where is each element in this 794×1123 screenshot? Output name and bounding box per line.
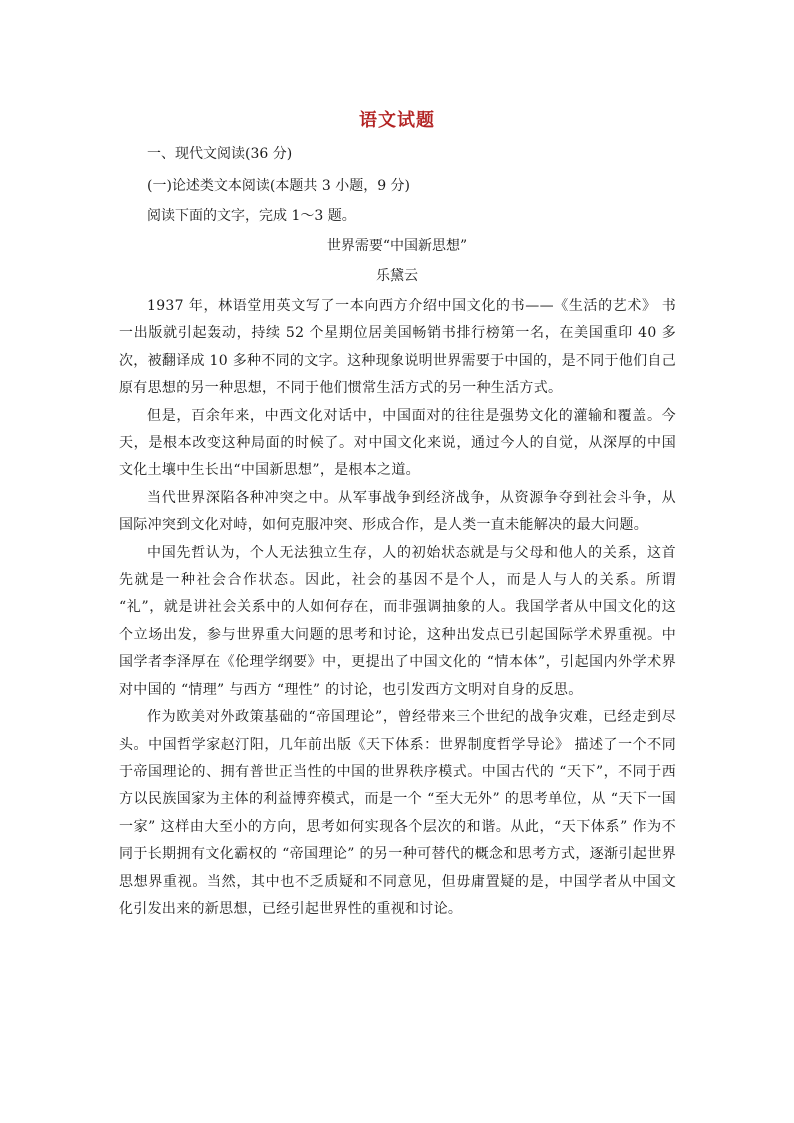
paragraph: 当代世界深陷各种冲突之中。从军事战争到经济战争，从资源争夺到社会斗争，从国际冲突到文化对峙，如何克服冲突、形成合作，是人类一直未能解决的最大问题。 [119,489,676,534]
article-body [119,293,676,923]
paragraph: 但是，百余年来，中西文化对话中，中国面对的往往是强势文化的灌输和覆盖。今天，是根本改变这种局面的时候了。对中国文化来说，通过今人的自觉，从深厚的中国文化土壤中生长出“中国新思想”，是根本之道。 [119,407,676,479]
article-title: 世界需要“中国新思想” [326,238,468,254]
paragraph: 1937 年，林语堂用英文写了一本向西方介绍中国文化的书——《生活的艺术》 书一出版就引起轰动，持续 52 个星期位居美国畅销书排行榜第一名，在美国重印 40 多次，被翻译成 10 多种不同的文字。这种现象说明世界需要于中国的，是不同于他们自己原有思想的另一种思想，不同于他们惯常生活方式的另一种生活方式。 [119,298,677,397]
section-heading: 一、现代文阅读(36 分) [147,146,293,162]
paragraph: 作为欧美对外政策基础的“帝国理论”，曾经带来三个世纪的战争灾难，已经走到尽头。中国哲学家赵汀阳，几年前出版《天下体系：世界制度哲学导论》 描述了一个不同于帝国理论的、拥有普世正当性的中国的世界秩序模式。中国古代的 “天下”，不同于西方以民族国家为主体的利益博弈模式，而是一个 “至大无外” 的思考单位，从 “天下一国一家” 这样由大至小的方向，思考如何实现各个层次的和谐。从此，“天下体系” 作为不同于长期拥有文化霸权的 “帝国理论” 的另一种可替代的概念和思考方式，逐渐引起世界思想界重视。当然，其中也不乏质疑和不同意见，但毋庸置疑的是，中国学者从中国文化引发出来的新思想，已经引起世界性的重视和讨论。 [119,709,676,917]
instruction-text: 阅读下面的文字，完成 1～3 题。 [147,208,356,224]
paragraph: 中国先哲认为，个人无法独立生存，人的初始状态就是与父母和他人的关系，这首先就是一种社会合作状态。因此，社会的基因不是个人，而是人与人的关系。所谓 “礼”，就是讲社会关系中的人如何存在，而非强调抽象的人。我国学者从中国文化的这个立场出发，参与世界重大问题的思考和讨论，这种出发点已引起国际学术界重视。中国学者李泽厚在《伦理学纲要》中，更提出了中国文化的 “情本体”，引起国内外学术界对中国的 “情理” 与西方 “理性” 的讨论，也引发西方文明对自身的反思。 [119,544,676,698]
subsection-heading: (一)论述类文本阅读(本题共 3 小题，9 分) [147,178,411,194]
article-author: 乐黛云 [376,268,418,284]
document-title: 语文试题 [359,110,435,131]
